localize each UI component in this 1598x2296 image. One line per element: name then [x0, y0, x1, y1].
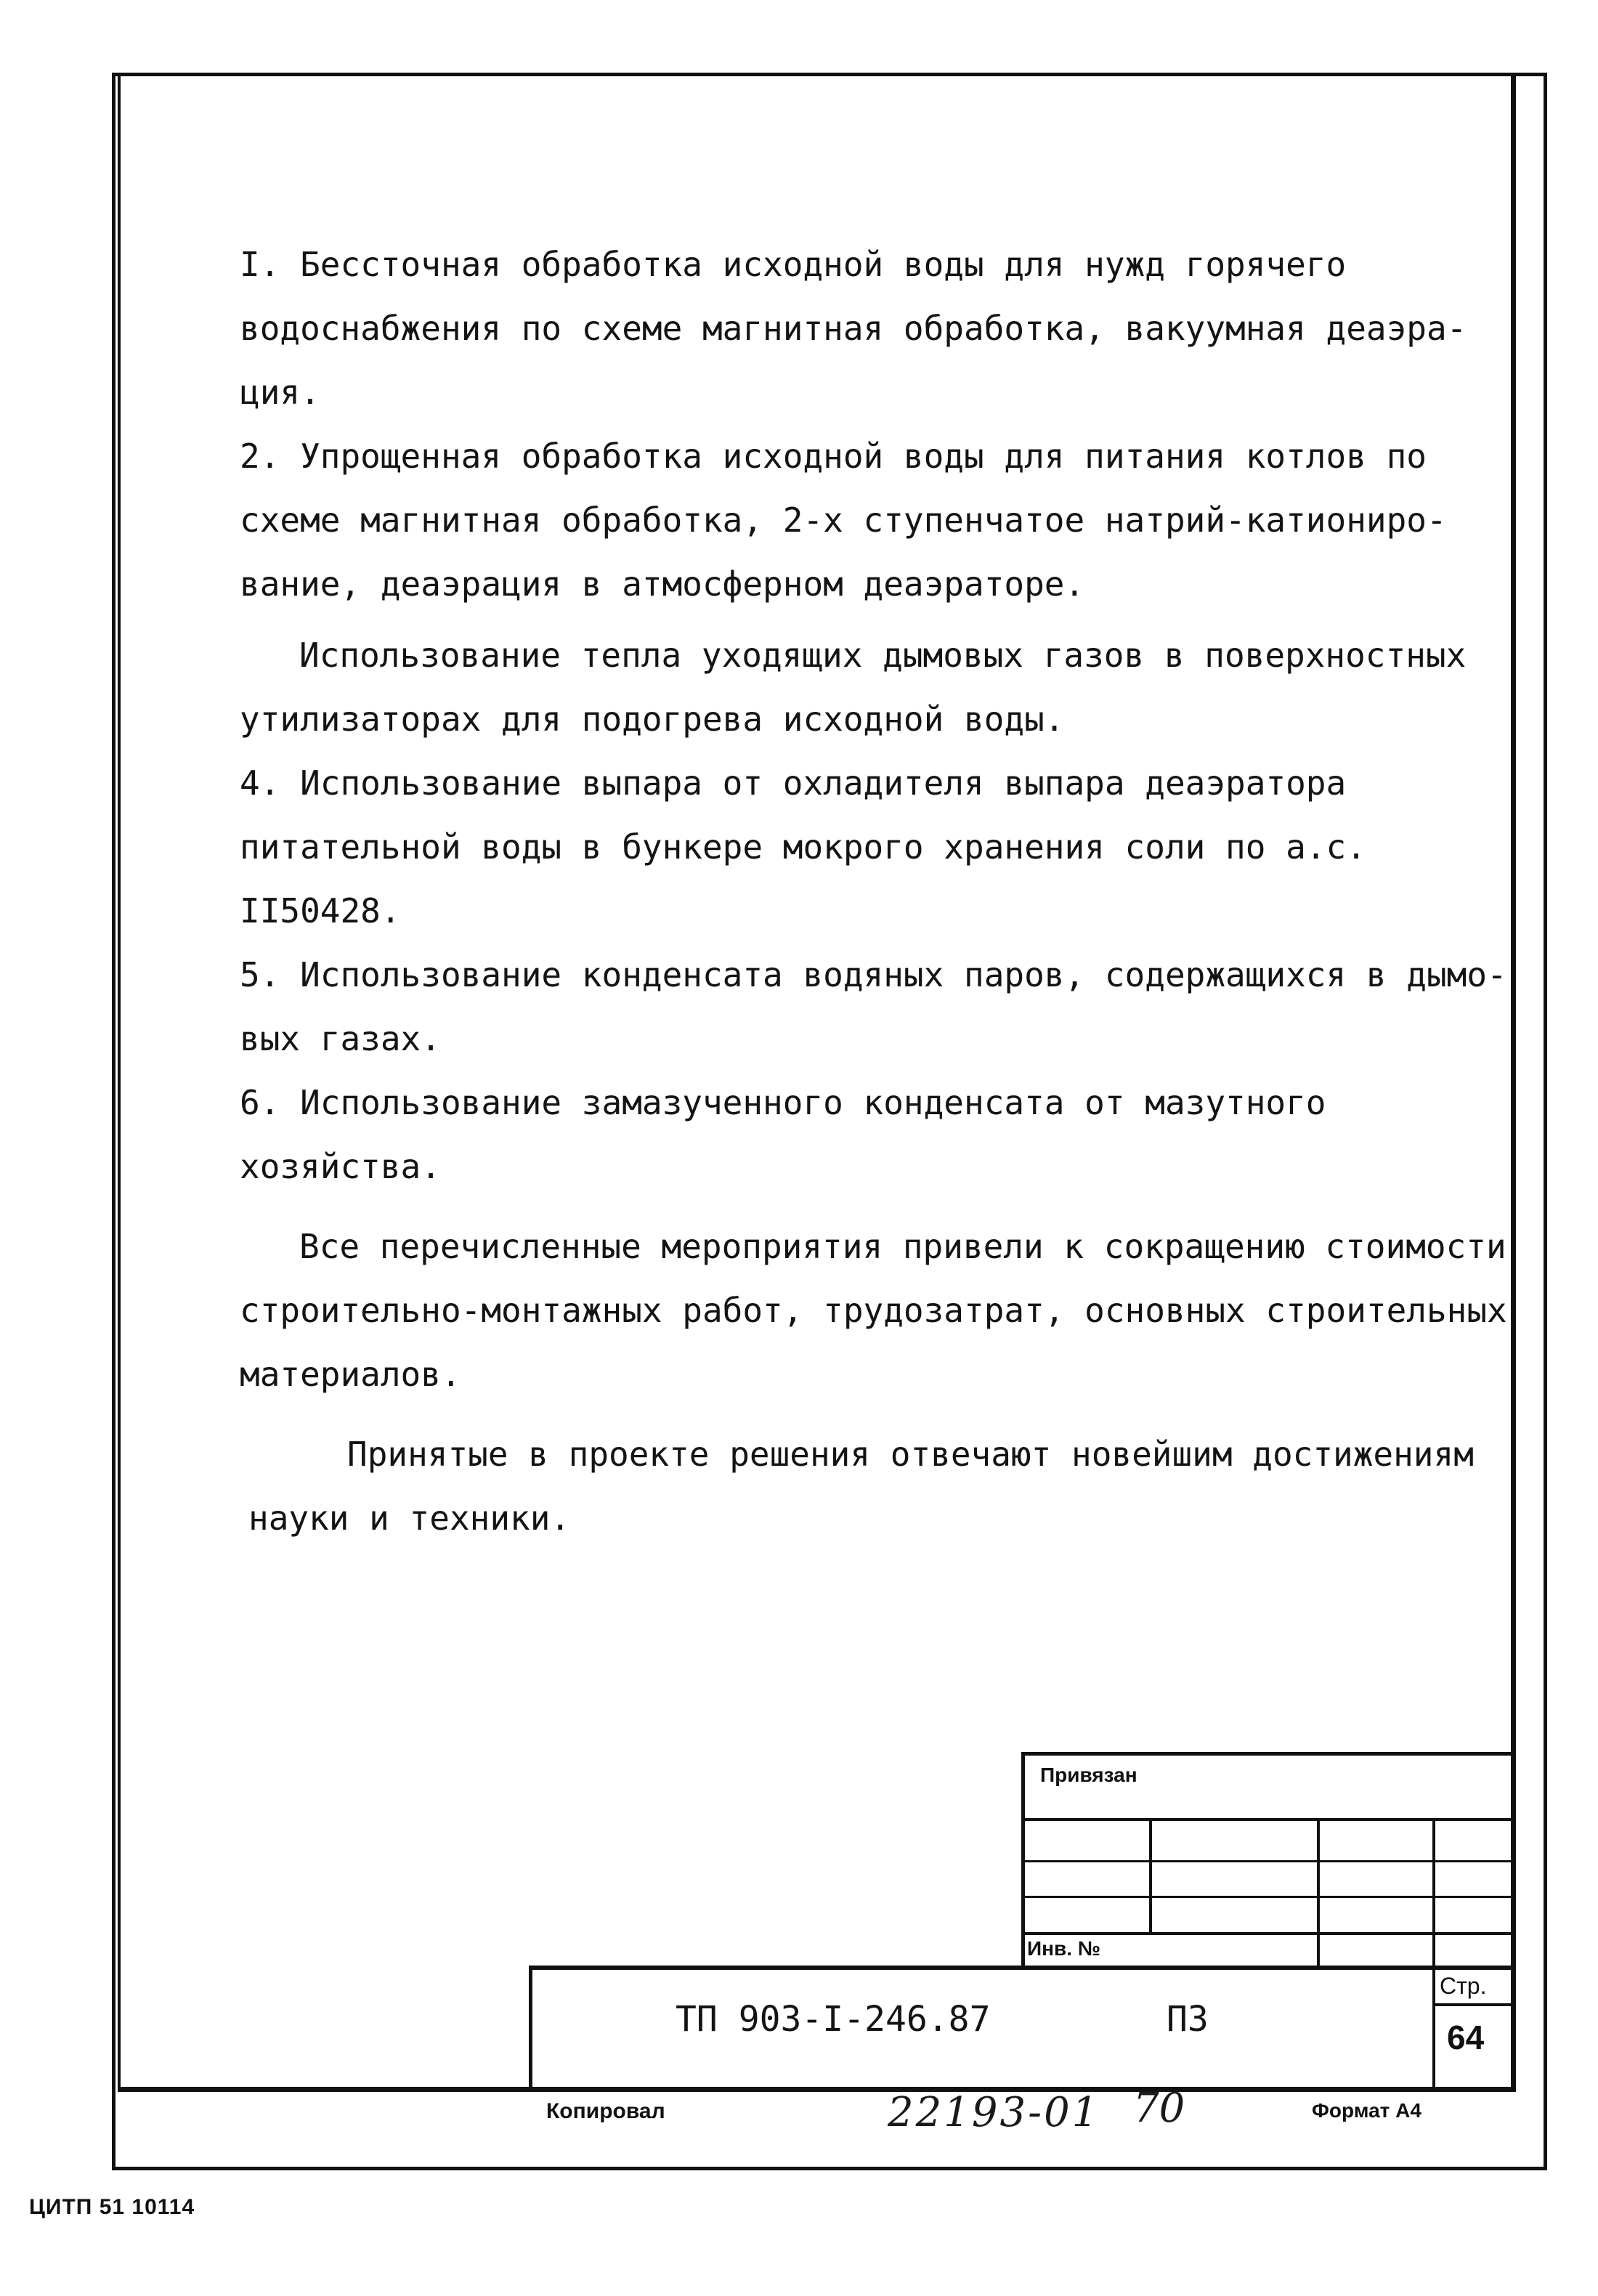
text-line: ция.	[240, 373, 320, 412]
paragraph-3	[240, 623, 1489, 751]
inv-number-label: Инв. №	[1027, 1937, 1101, 1960]
main-stamp-top-line	[529, 1966, 1512, 1970]
privyazan-label: Привязан	[1040, 1764, 1137, 1786]
text-line: питательной воды в бункере мокрого хранения соли по а.с.	[240, 827, 1366, 867]
section-code: ПЗ	[1167, 1999, 1209, 2040]
stamp-line	[1021, 1932, 1512, 1935]
stamp-col-line	[1149, 1818, 1152, 1933]
text-line: хозяйства.	[240, 1147, 441, 1186]
text-line: Использование тепла уходящих дымовых газов в поверхностных	[299, 636, 1467, 675]
page-number: 64	[1447, 2019, 1485, 2056]
text-line: строительно-монтажных работ, трудозатрат, основных строительных	[240, 1291, 1507, 1330]
paragraph-5	[240, 943, 1507, 1071]
document-code: ТП 903-I-246.87	[676, 1999, 991, 2040]
text-line: науки и техники.	[248, 1498, 571, 1538]
text-line: 4. Использование выпара от охладителя выпара деаэратора	[240, 763, 1347, 803]
page-cell-line	[1432, 2003, 1512, 2006]
stamp-top-line	[1021, 1752, 1512, 1756]
text-line: вание, деаэрация в атмосферном деаэраторе.	[240, 564, 1085, 604]
document-body	[240, 232, 1507, 1550]
paragraph-4	[240, 751, 1489, 943]
text-line: Принятые в проекте решения отвечают новейшим достижениям	[347, 1435, 1474, 1474]
stamp-col-line	[1432, 1818, 1435, 2087]
copied-label: Копировал	[546, 2099, 665, 2123]
page-label: Стр.	[1440, 1973, 1487, 1999]
stamp-line	[1021, 1818, 1512, 1821]
text-line: I. Бессточная обработка исходной воды для нужд горячего	[240, 245, 1347, 284]
text-line: утилизаторах для подогрева исходной воды.	[240, 699, 1065, 739]
stamp-col-line	[1317, 1818, 1320, 1969]
text-line: 2. Упрощенная обработка исходной воды для питания котлов по	[240, 437, 1427, 476]
stamp-line	[1021, 1860, 1512, 1862]
text-line: схеме магнитная обработка, 2-х ступенчатое натрий-катиониро-	[240, 500, 1447, 540]
text-line: 5. Использование конденсата водяных паров, содержащихся в дымо-	[240, 955, 1507, 994]
text-line: II50428.	[240, 891, 401, 930]
format-label: Формат А4	[1312, 2099, 1421, 2122]
stamp-line	[1021, 1896, 1512, 1898]
text-line: материалов.	[240, 1355, 461, 1394]
archive-number: 22193-01	[888, 2089, 1100, 2136]
paragraph-2	[240, 424, 1489, 616]
paragraph-8	[240, 1422, 1489, 1550]
sheet-number: 70	[1133, 2085, 1185, 2132]
text-line: вых газах.	[240, 1019, 441, 1058]
main-stamp-left-line	[529, 1966, 532, 2089]
text-line: Все перечисленные мероприятия привели к сокращению стоимости	[299, 1227, 1506, 1266]
text-line: 6. Использование замазученного конденсата от мазутного	[240, 1083, 1326, 1122]
paragraph-6	[240, 1071, 1489, 1198]
text-line: водоснабжения по схеме магнитная обработка, вакуумная деаэра-	[240, 309, 1467, 348]
paragraph-7	[240, 1214, 1507, 1406]
printer-mark: ЦИТП 51 10114	[29, 2195, 195, 2219]
paragraph-1	[240, 232, 1489, 424]
